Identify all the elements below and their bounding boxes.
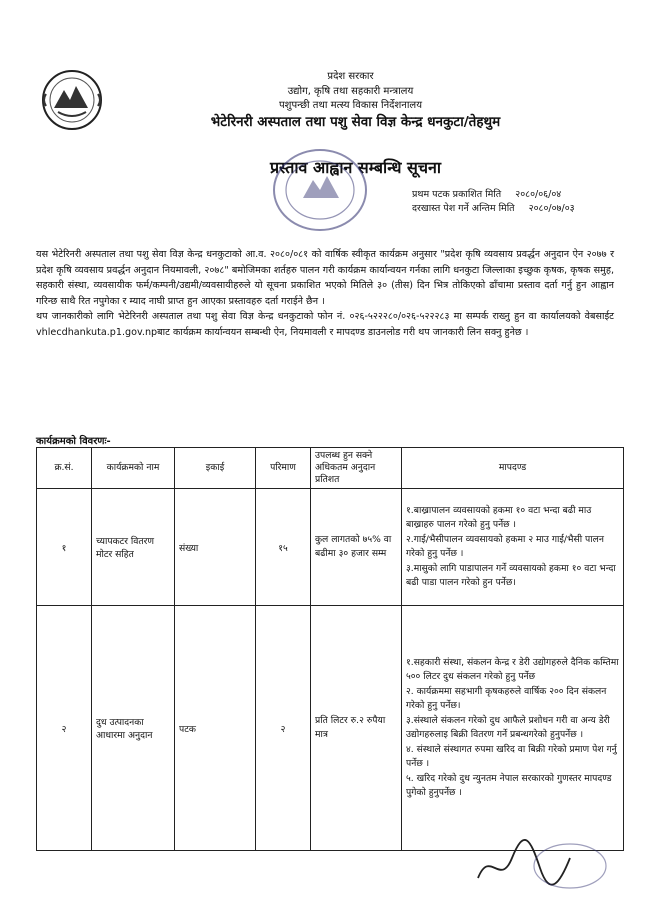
header-unit: इकाई [175,448,256,489]
criteria-item: ४. संस्थाले संस्थागत रुपमा खरिद वा बिक्री गरेको प्रमाण पेश गर्नु पर्नेछ । [406,743,617,769]
office-name: प्रदेश सरकार [327,71,374,82]
deadline-row [412,202,575,216]
row-qty: १५ [256,489,311,606]
row-sn: २ [37,606,92,851]
criteria-item: १.सहकारी संस्था, संकलन केन्द्र र डेरी उद्योगहरुले दैनिक कम्तिमा ५०० लिटर दुध संकलन गरेको हुनु पर्नेछ [406,656,619,682]
directorate-name: पशुपन्छी तथा मत्स्य विकास निर्देशनालय [278,100,423,111]
table-row [37,606,624,851]
body-paragraph-1: यस भेटेरिनरी अस्पताल तथा पशु सेवा विज्ञ केन्द्र धनकुटाको आ.व. २०८०/०८१ को वार्षिक स्वीकृत कार्यक्रम अनुसार "प्रदेश कृषि व्यवसाय प्रवर्द्धन अनुदान ऐन २०७७ र प्रदेश कृषि व्यवसाय प्रवर्द्धन अनुदान नियमावली, २०७८" बमोजिमका शर्तहरु पालन गरी कार्यक्रम कार्यान्वयन गर्नका लागि धनकुटा जिल्लाका इच्छुक कृषक, कृषक समुह, सहकारी संस्था, व्यवसायीक फर्म/कम्पनी/उद्यमी/व्यवसायीहरुले यो सूचना प्रकाशित भएको मितिले ३० (तीस) दिन भित्र तोकिएको ढाँचामा प्रस्ताव दर्ता गर्नु हुन आह्वान गरिन्छ साथै रित नपुगेका र म्याद नाघी प्राप्त हुन आएका प्रस्तावहरु दर्ता गराईने छैन । [36,249,614,307]
row-name: च्यापकटर वितरण मोटर सहित [92,489,175,606]
criteria-item: १.बाख्रापालन व्यवसायको हकमा १० वटा भन्दा बढी माउ बाख्राहरु पालन गरेको हुनु पर्नेछ । [406,504,592,530]
row-name: दुध उत्पादनका आधारमा अनुदान [92,606,175,851]
row-criteria [402,489,624,606]
header-grant: उपलब्ध हुन सक्ने अधिकतम अनुदान प्रतिशत [311,448,402,489]
criteria-item: २.गाई/भैसीपालन व्यवसायको हकमा २ माउ गाई/भैसी पालन गरेको हुनु पर्नेछ । [406,533,604,559]
office-stamp-icon [265,140,375,240]
program-table [36,447,624,851]
hospital-name: भेटेरिनरी अस्पताल तथा पशु सेवा विज्ञ केन्द्र धनकुटा/तेहथुम [210,114,501,130]
header-qty: परिमाण [256,448,311,489]
deadline-date: २०८०/०७/०३ [528,203,575,214]
criteria-item: ५. खरिद गरेको दुध न्युनतम नेपाल सरकारको गुणस्तर मापदण्ड पुगेको हुनुपर्नेछ । [406,772,612,798]
row-grant: प्रति लिटर रु.२ रुपैया मात्र [311,606,402,851]
header-criteria: मापदण्ड [402,448,624,489]
table-header-row [37,448,624,489]
row-unit: संख्या [175,489,256,606]
header-name: कार्यक्रमको नाम [92,448,175,489]
row-qty: २ [256,606,311,851]
first-publish-row [412,188,575,202]
criteria-item: ३.मासुको लागि पाडापालन गर्ने व्यवसायको हकमा १० वटा भन्दा बढी पाडा पालन गरेको हुन पर्नेछ। [406,562,616,588]
publication-dates [412,188,575,216]
row-unit: पटक [175,606,256,851]
body-paragraph-2: थप जानकारीको लागि भेटेरिनरी अस्पताल तथा पशु सेवा विज्ञ केन्द्र धनकुटाको फोन नं. ०२६-५२२२८०/०२६-५२२२८३ मा सम्पर्क राख्नु हुन वा कार्यालयको वेबसाईट vhlecdhankuta.p1.gov.npबाट कार्यक्रम कार्यान्वयन सम्बन्धी ऐन, नियमावली र मापदण्ड डाउनलोड गरी थप जानकारी लिन सक्नु हुनेछ । [36,311,614,338]
signature-icon [470,828,610,898]
notice-body [36,247,614,340]
row-grant: कुल लागतको ७५% वा बढीमा ३० हजार सम्म [311,489,402,606]
criteria-item: २. कार्यक्रममा सहभागी कृषकहरुले वार्षिक २०० दिन संकलन गरेको हुनु पर्नेछ। [406,685,607,711]
row-criteria [402,606,624,851]
first-publish-date: २०८०/०६/०४ [515,189,562,200]
criteria-item: ३.संस्थाले संकलन गरेको दुध आफैले प्रशोधन गरी वा अन्य डेरी उद्योगहरुलाइ बिक्री वितरण गर्ने प्रबन्धगरेको हुनुपर्नेछ । [406,714,610,740]
ministry-name: उद्योग, कृषि तथा सहकारी मन्त्रालय [287,86,414,97]
section-title: कार्यक्रमको विवरणः- [36,433,111,448]
row-sn: १ [37,489,92,606]
notice-title: प्रस्ताव आह्वान सम्बन्धि सूचना [269,158,442,177]
table-row [37,489,624,606]
first-publish-label: प्रथम पटक प्रकाशित मिति [412,189,502,200]
deadline-label: दरखास्त पेश गर्ने अन्तिम मिति [412,203,515,214]
header-sn: क्र.सं. [37,448,92,489]
